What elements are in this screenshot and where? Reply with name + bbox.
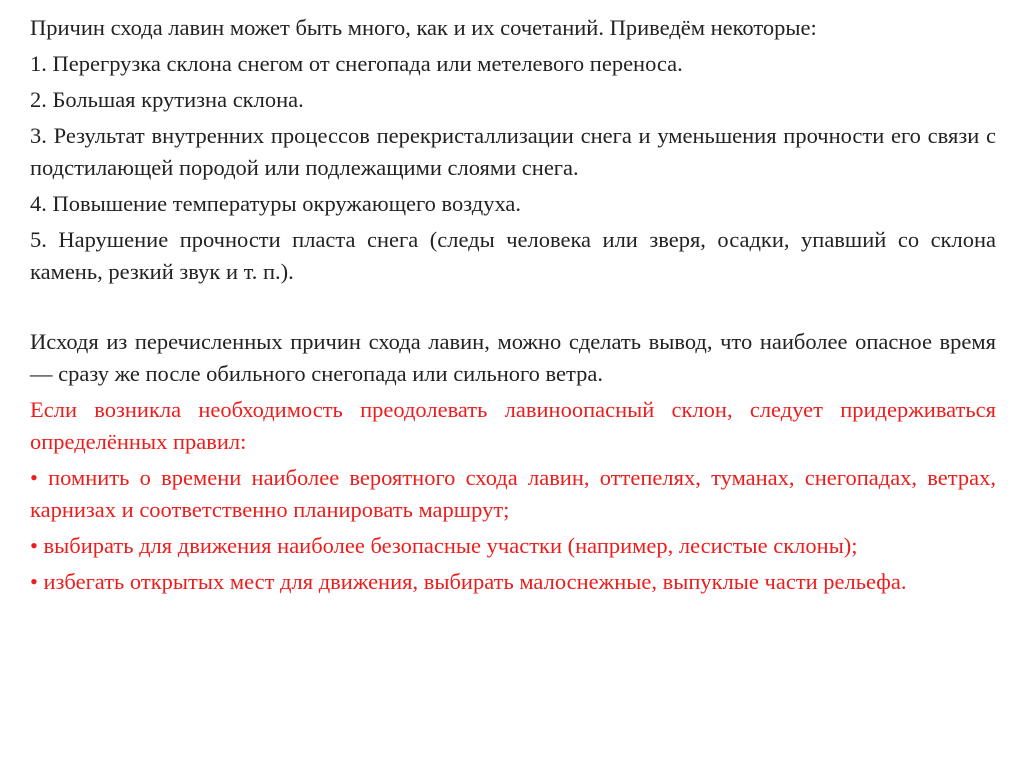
slide-content xyxy=(30,12,996,602)
cause-item-5: 5. Нарушение прочности пласта снега (следы человека или зверя, осадки, упавший со склона камень, резкий звук и т. п.). xyxy=(30,227,996,284)
intro-paragraph: Причин схода лавин может быть много, как и их сочетаний. Приведём некоторые: xyxy=(30,15,817,40)
rule-item-1: • помнить о времени наиболее вероятного схода лавин, оттепелях, туманах, снегопадах, ветрах, карнизах и соответственно планировать маршрут; xyxy=(30,465,996,522)
cause-item-2: 2. Большая крутизна склона. xyxy=(30,87,304,112)
conclusion-paragraph: Исходя из перечисленных причин схода лавин, можно сделать вывод, что наиболее опасное время — сразу же после обильного снегопада или сильного ветра. xyxy=(30,329,996,386)
cause-item-1: 1. Перегрузка склона снегом от снегопада или метелевого переноса. xyxy=(30,51,683,76)
cause-item-4: 4. Повышение температуры окружающего воздуха. xyxy=(30,191,522,216)
cause-item-3: 3. Результат внутренних процессов перекристаллизации снега и уменьшения прочности его связи с подстилающей породой или подлежащими слоями снега. xyxy=(30,123,996,180)
rule-item-3: • избегать открытых мест для движения, выбирать малоснежные, выпуклые части рельефа. xyxy=(30,569,907,594)
rules-intro: Если возникла необходимость преодолевать лавиноопасный склон, следует придерживаться определённых правил: xyxy=(30,397,996,454)
rule-item-2: • выбирать для движения наиболее безопасные участки (например, лесистые склоны); xyxy=(30,533,858,558)
